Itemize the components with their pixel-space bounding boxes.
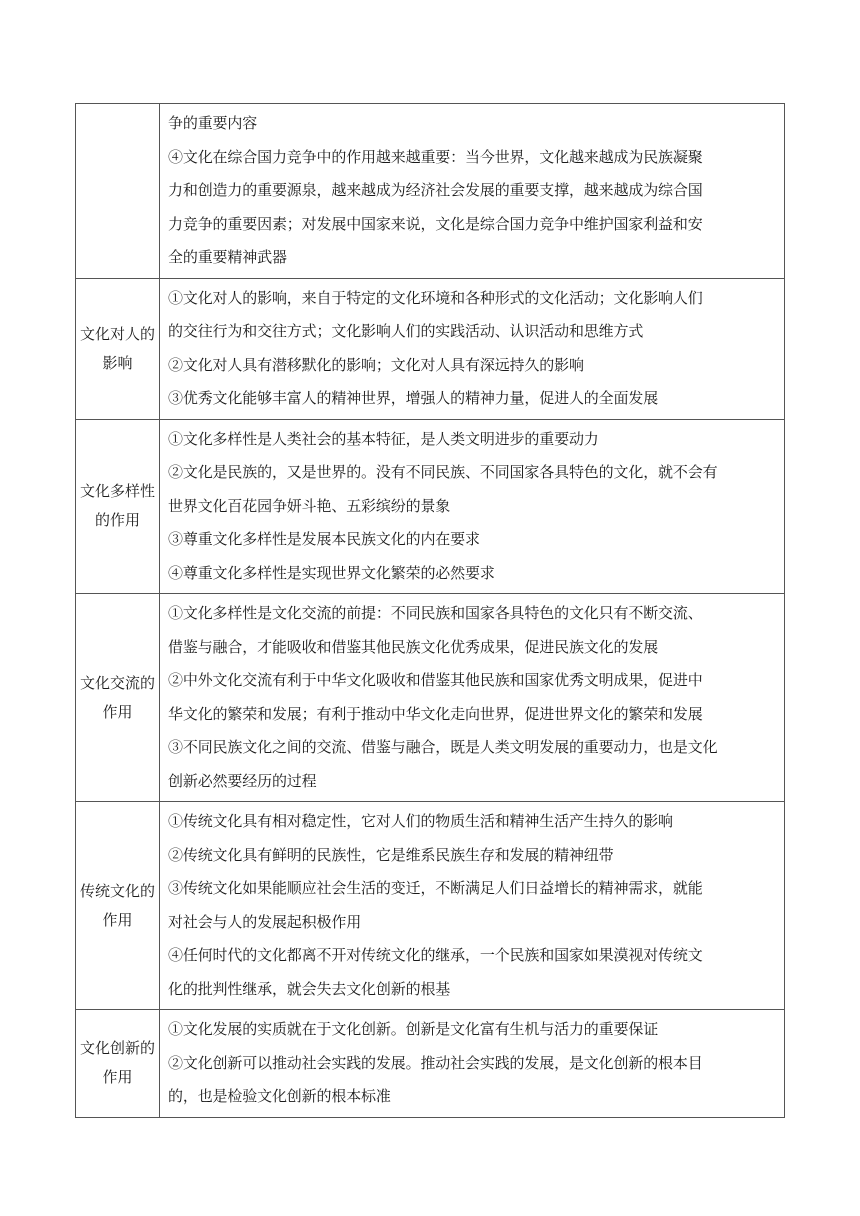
content-line: ①文化对人的影响，来自于特定的文化环境和各种形式的文化活动；文化影响人们 [168,288,703,307]
summary-table [75,103,785,1118]
content-line: ①文化发展的实质就在于文化创新。创新是文化富有生机与活力的重要保证 [168,1020,659,1038]
row-label: 文化多样性的作用 [76,419,160,594]
content-line: ④任何时代的文化都离不开对传统文化的继承，一个民族和国家如果漠视对传统文 [168,946,703,964]
table-row-traditional-culture-role [76,802,785,1010]
content-line: 力和创造力的重要源泉，越来越成为经济社会发展的重要支撑，越来越成为综合国 [168,181,703,199]
content-line: 全的重要精神武器 [168,248,287,266]
row-content [160,1010,785,1118]
content-line: 对社会与人的发展起积极作用 [168,912,362,931]
row-label [76,104,160,279]
row-label: 文化对人的影响 [76,278,160,419]
row-label: 传统文化的作用 [76,802,160,1010]
content-line: ①传统文化具有相对稳定性，它对人们的物质生活和精神生活产生持久的影响 [168,812,673,830]
summary-table-body [76,104,785,1118]
row-content [160,278,785,419]
content-line: ②文化是民族的，又是世界的。没有不同民族、不同国家各具特色的文化，就不会有 [168,463,718,481]
row-content [160,594,785,802]
content-line: ②文化创新可以推动社会实践的发展。推动社会实践的发展，是文化创新的根本目 [168,1053,703,1072]
content-line: ②文化对人具有潜移默化的影响；文化对人具有深远持久的影响 [168,355,584,374]
content-line: ③不同民族文化之间的交流、借鉴与融合，既是人类文明发展的重要动力，也是文化 [168,738,718,756]
content-line: ③传统文化如果能顺应社会生活的变迁，不断满足人们日益增长的精神需求，就能 [168,879,703,897]
content-line: ④尊重文化多样性是实现世界文化繁荣的必然要求 [168,563,495,582]
table-row-cultural-diversity-role [76,419,785,594]
content-line: 借鉴与融合，才能吸收和借鉴其他民族文化优秀成果，促进民族文化的发展 [168,637,659,656]
row-content [160,419,785,594]
row-content [160,802,785,1010]
row-content [160,104,785,279]
content-line: 的，也是检验文化创新的根本标准 [168,1087,391,1105]
table-row-continued-row [76,104,785,279]
table-row-cultural-innovation-role [76,1010,785,1118]
content-line: 争的重要内容 [168,114,258,132]
content-line: ④文化在综合国力竞争中的作用越来越重要：当今世界，文化越来越成为民族凝聚 [168,147,703,166]
content-line: ①文化多样性是文化交流的前提：不同民族和国家各具特色的文化只有不断交流、 [168,604,703,622]
content-line: ③优秀文化能够丰富人的精神世界，增强人的精神力量，促进人的全面发展 [168,389,659,407]
content-line: ②传统文化具有鲜明的民族性，它是维系民族生存和发展的精神纽带 [168,845,614,864]
content-line: 世界文化百花园争妍斗艳、五彩缤纷的景象 [168,496,451,515]
content-line: 化的批判性继承，就会失去文化创新的根基 [168,979,451,998]
content-line: 的交往行为和交往方式；文化影响人们的实践活动、认识活动和思维方式 [168,322,644,340]
content-line: 创新必然要经历的过程 [168,771,317,790]
content-line: ②中外文化交流有利于中华文化吸收和借鉴其他民族和国家优秀文明成果，促进中 [168,671,703,689]
table-row-cultural-exchange-role [76,594,785,802]
table-row-culture-influence-on-people [76,278,785,419]
content-line: ③尊重文化多样性是发展本民族文化的内在要求 [168,530,480,548]
row-label: 文化创新的作用 [76,1010,160,1118]
content-line: ①文化多样性是人类社会的基本特征，是人类文明进步的重要动力 [168,429,599,448]
row-label: 文化交流的作用 [76,594,160,802]
content-line: 华文化的繁荣和发展；有利于推动中华文化走向世界，促进世界文化的繁荣和发展 [168,704,703,723]
content-line: 力竞争的重要因素；对发展中国家来说，文化是综合国力竞争中维护国家利益和安 [168,214,703,233]
